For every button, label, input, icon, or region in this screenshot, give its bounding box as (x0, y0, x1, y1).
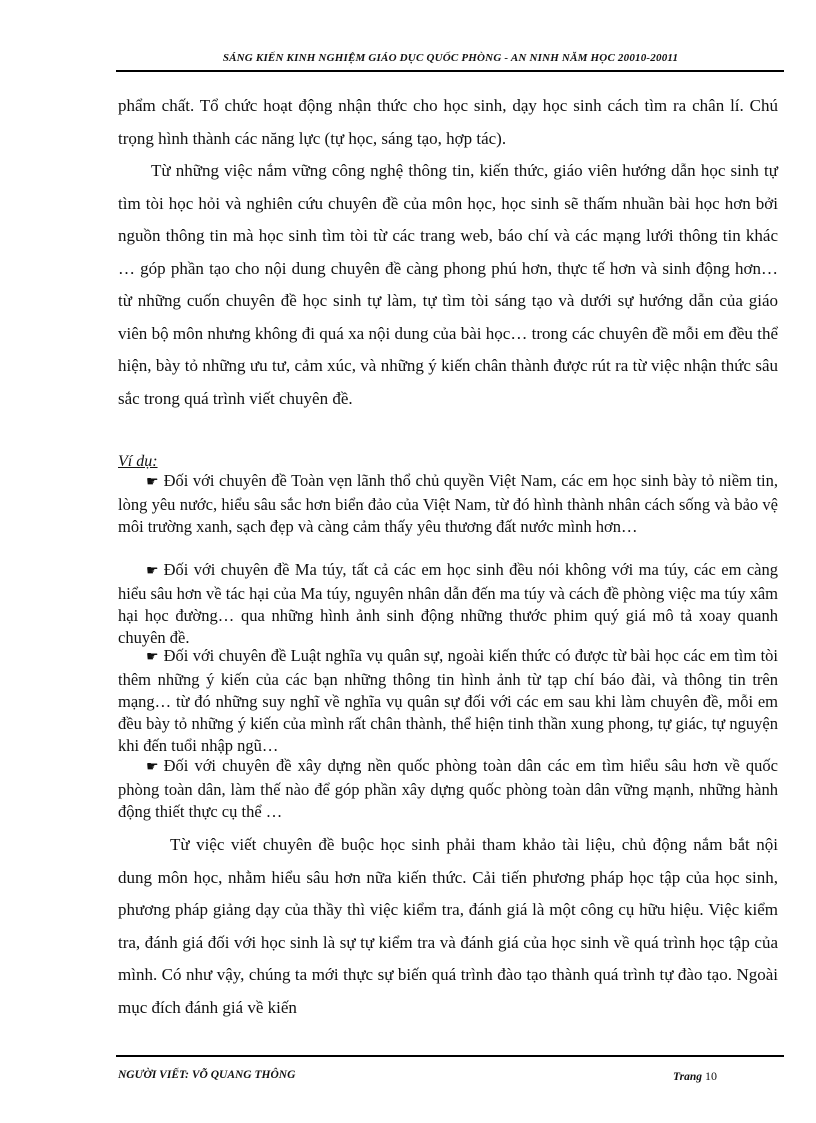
example-item (118, 559, 778, 649)
pointing-hand-icon: ☛ (146, 650, 159, 665)
example-item (118, 470, 778, 538)
footer-author: NGƯỜI VIẾT: VÕ QUANG THÔNG (118, 1069, 296, 1081)
paragraph-2-text: Từ những việc nắm vững công nghệ thông tin, kiến thức, giáo viên hướng dẫn học sinh tự tìm tòi học hỏi và nghiên cứu chuyên đề của môn học, học sinh sẽ thấm nhuần bài học hơn bởi nguồn thông tin mà học sinh tìm tòi từ các trang web, báo chí và các mạng lưới thông tin khác … góp phần tạo cho nội dung chuyên đề càng phong phú hơn, thực tế hơn và sinh động hơn… từ những cuốn chuyên đề học sinh tự làm, tự tìm tòi sáng tạo và dưới sự hướng dẫn của giáo viên bộ môn nhưng không đi quá xa nội dung của bài học… trong các chuyên đề mỗi em đều thể hiện, bày tỏ những ưu tư, cảm xúc, và những ý kiến chân thành được rút ra từ việc nhận thức sâu sắc trong quá trình viết chuyên đề. (118, 161, 778, 408)
example-text: Đối với chuyên đề Toàn vẹn lãnh thổ chủ quyền Việt Nam, các em học sinh bày tỏ niềm tin, lòng yêu nước, hiểu sâu sắc hơn biển đảo của Việt Nam, từ đó hình thành nhân cách sống và bảo vệ môi trường xanh, sạch đẹp và càng cảm thấy yêu thương đất nước mình hơn… (118, 471, 778, 536)
example-item (118, 645, 778, 757)
example-text: Đối với chuyên đề xây dựng nền quốc phòng toàn dân các em tìm hiểu sâu hơn về quốc phòng toàn dân, làm thế nào để góp phần xây dựng quốc phòng toàn dân vững mạnh, những hành động thiết thực cụ thể … (118, 756, 778, 821)
page-number (673, 1069, 717, 1084)
pointing-hand-icon: ☛ (146, 760, 159, 775)
example-text: Đối với chuyên đề Ma túy, tất cả các em học sinh đều nói không với ma túy, các em càng hiểu sâu hơn về tác hại của Ma túy, nguyên nhân dẫn đến ma túy và cách đề phòng việc ma túy xâm hại học đường… qua những hình ảnh sinh động những thước phim quý giá mô tả xoay quanh chuyên đề. (118, 560, 778, 647)
paragraph-3: Từ việc viết chuyên đề buộc học sinh phải tham khảo tài liệu, chủ động nắm bắt nội dung môn học, nhằm hiểu sâu hơn nữa kiến thức. Cải tiến phương pháp học tập của học sinh, phương pháp giảng dạy của thầy thì việc kiểm tra, đánh giá là một công cụ hữu hiệu. Việc kiểm tra, đánh giá đối với học sinh là sự tự kiểm tra và đánh giá của học sinh về quá trình học tập của mình. Có như vậy, chúng ta mới thực sự biến quá trình đào tạo thành quá trình tự đào tạo. Ngoài mục đích đánh giá về kiến (118, 835, 778, 1017)
pointing-hand-icon: ☛ (146, 475, 159, 490)
example-text: Đối với chuyên đề Luật nghĩa vụ quân sự, ngoài kiến thức có được từ bài học các em tìm tòi thêm những ý kiến của các bạn những thông tin hình ảnh từ tạp chí báo đài, và thông tin trên mạng… từ đó những suy nghĩ về nghĩa vụ quân sự đối với các em sau khi làm chuyên đề, mỗi em đều bày tỏ những ý kiến của mình rất chân thành, thể hiện tinh thần xung phong, tự giác, tự nguyện khi đến tuổi nhập ngũ… (118, 646, 778, 755)
header-rule (116, 70, 784, 72)
page-header: SÁNG KIẾN KINH NGHIỆM GIÁO DỤC QUỐC PHÒNG - AN NINH NĂM HỌC 20010-20011 (222, 52, 679, 64)
example-item (118, 755, 778, 823)
paragraph-1: phẩm chất. Tổ chức hoạt động nhận thức cho học sinh, dạy học sinh cách tìm ra chân lí. Chú trọng hình thành các năng lực (tự học, sáng tạo, hợp tác). (118, 96, 778, 148)
example-label: Ví dụ: (118, 453, 158, 470)
page-label: Trang (673, 1071, 702, 1083)
footer-rule (116, 1055, 784, 1057)
page-number-value: 10 (704, 1069, 717, 1083)
paragraph-2 (118, 155, 778, 415)
pointing-hand-icon: ☛ (146, 564, 159, 579)
